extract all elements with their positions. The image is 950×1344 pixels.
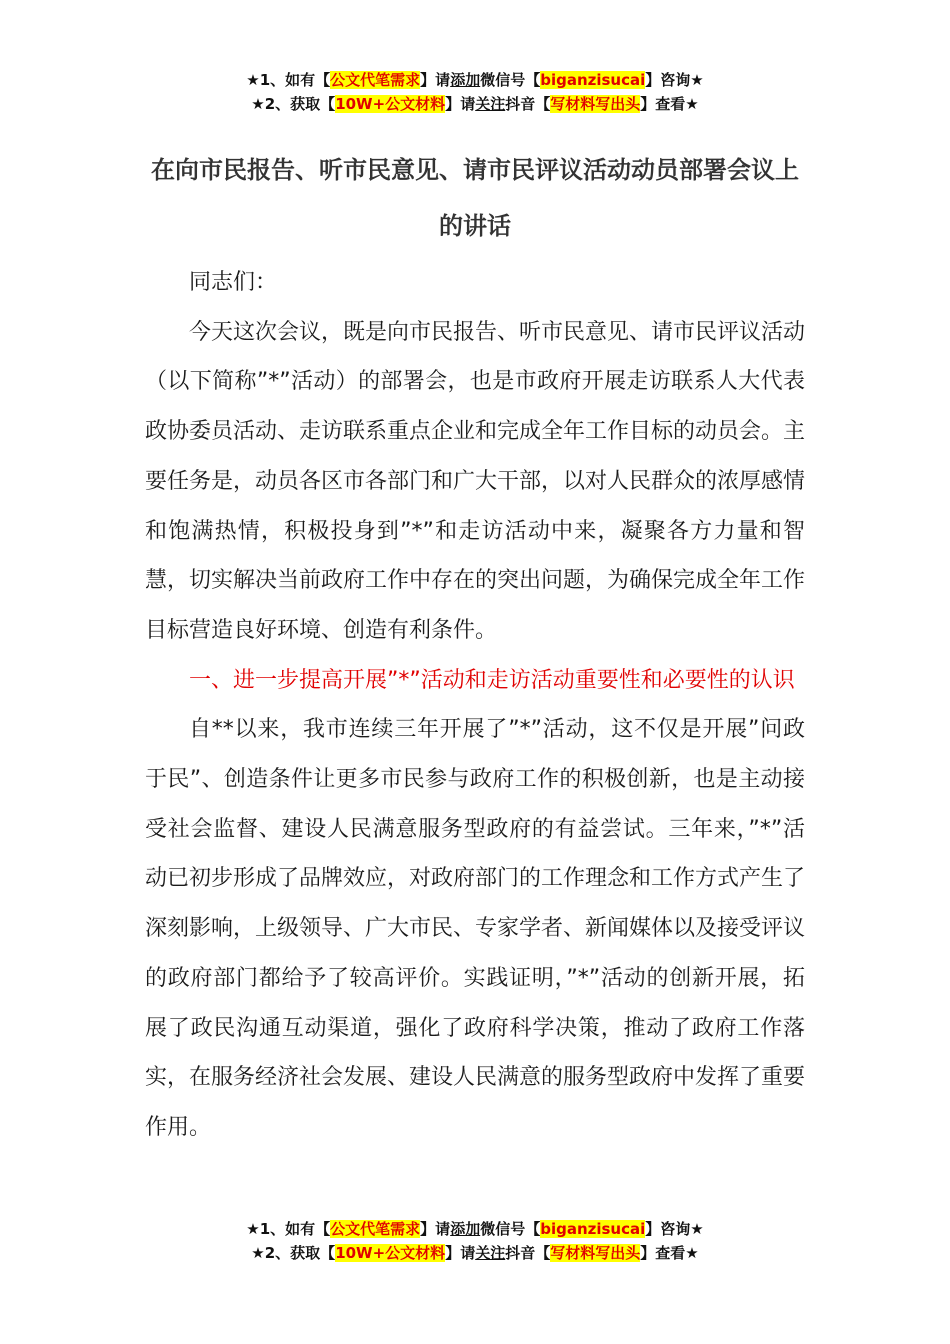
- promo-highlight: 公文代笔需求: [330, 71, 421, 89]
- promo-line-1: [0, 1217, 950, 1241]
- promo-text: 】查看★: [640, 95, 699, 113]
- promo-line-2: [0, 92, 950, 116]
- promo-text: 】请: [420, 71, 451, 89]
- body-paragraph: 今天这次会议，既是向市民报告、听市民意见、请市民评议活动（以下简称”*”活动）的部署会，也是市政府开展走访联系人大代表政协委员活动、走访联系重点企业和完成全年工作目标的动员会。主要任务是，动员各区市各部门和广大干部，以对人民群众的浓厚感情和饱满热情，积极投身到”*”和走访活动中来，凝聚各方力量和智慧，切实解决当前政府工作中存在的突出问题，为确保完成全年工作目标营造良好环境、创造有利条件。: [145, 319, 806, 643]
- salutation: 同志们：: [189, 270, 278, 295]
- body-paragraph: 自**以来，我市连续三年开展了”*”活动，这不仅是开展”问政于民”、创造条件让更多市民参与政府工作的积极创新，也是主动接受社会监督、建设人民满意服务型政府的有益尝试。三年来，”*”活动已初步形成了品牌效应，对政府部门的工作理念和工作方式产生了深刻影响，上级领导、广大市民、专家学者、新闻媒体以及接受评议的政府部门都给予了较高评价。实践证明，”*”活动的创新开展，拓展了政民沟通互动渠道，强化了政府科学决策，推动了政府工作落实，在服务经济社会发展、建设人民满意的服务型政府中发挥了重要作用。: [145, 717, 806, 1140]
- promo-text: 微信号【: [480, 71, 541, 89]
- promo-banner-bottom: [0, 1217, 950, 1265]
- promo-text: 】查看★: [640, 1244, 699, 1262]
- promo-text: 】请: [445, 95, 476, 113]
- promo-douyin-id: 写材料写出头: [550, 1244, 641, 1262]
- document-body: [145, 258, 805, 1153]
- promo-text: ★2、获取【: [251, 1244, 336, 1262]
- document-title: 在向市民报告、听市民意见、请市民评议活动动员部署会议上的讲话: [151, 156, 799, 240]
- promo-text: ★1、如有【: [246, 1220, 331, 1238]
- promo-wechat-id: biganzisucai: [540, 71, 646, 89]
- promo-wechat-id: biganzisucai: [540, 1220, 646, 1238]
- promo-underlined-text: 关注: [475, 1244, 506, 1262]
- promo-highlight: 10W+公文材料: [335, 1244, 446, 1262]
- promo-text: 】请: [420, 1220, 451, 1238]
- section-heading: 一、进一步提高开展”*”活动和走访活动重要性和必要性的认识: [189, 667, 795, 693]
- promo-text: 】咨询★: [645, 1220, 704, 1238]
- promo-underlined-text: 添加: [450, 1220, 481, 1238]
- promo-text: ★2、获取【: [251, 95, 336, 113]
- promo-line-2: [0, 1241, 950, 1265]
- promo-text: 】请: [445, 1244, 476, 1262]
- promo-highlight: 10W+公文材料: [335, 95, 446, 113]
- promo-text: ★1、如有【: [246, 71, 331, 89]
- promo-text: 抖音【: [505, 95, 551, 113]
- promo-underlined-text: 关注: [475, 95, 506, 113]
- promo-highlight: 公文代笔需求: [330, 1220, 421, 1238]
- promo-line-1: [0, 68, 950, 92]
- promo-banner-top: [0, 68, 950, 116]
- promo-text: 】咨询★: [645, 71, 704, 89]
- promo-douyin-id: 写材料写出头: [550, 95, 641, 113]
- promo-text: 微信号【: [480, 1220, 541, 1238]
- promo-text: 抖音【: [505, 1244, 551, 1262]
- promo-underlined-text: 添加: [450, 71, 481, 89]
